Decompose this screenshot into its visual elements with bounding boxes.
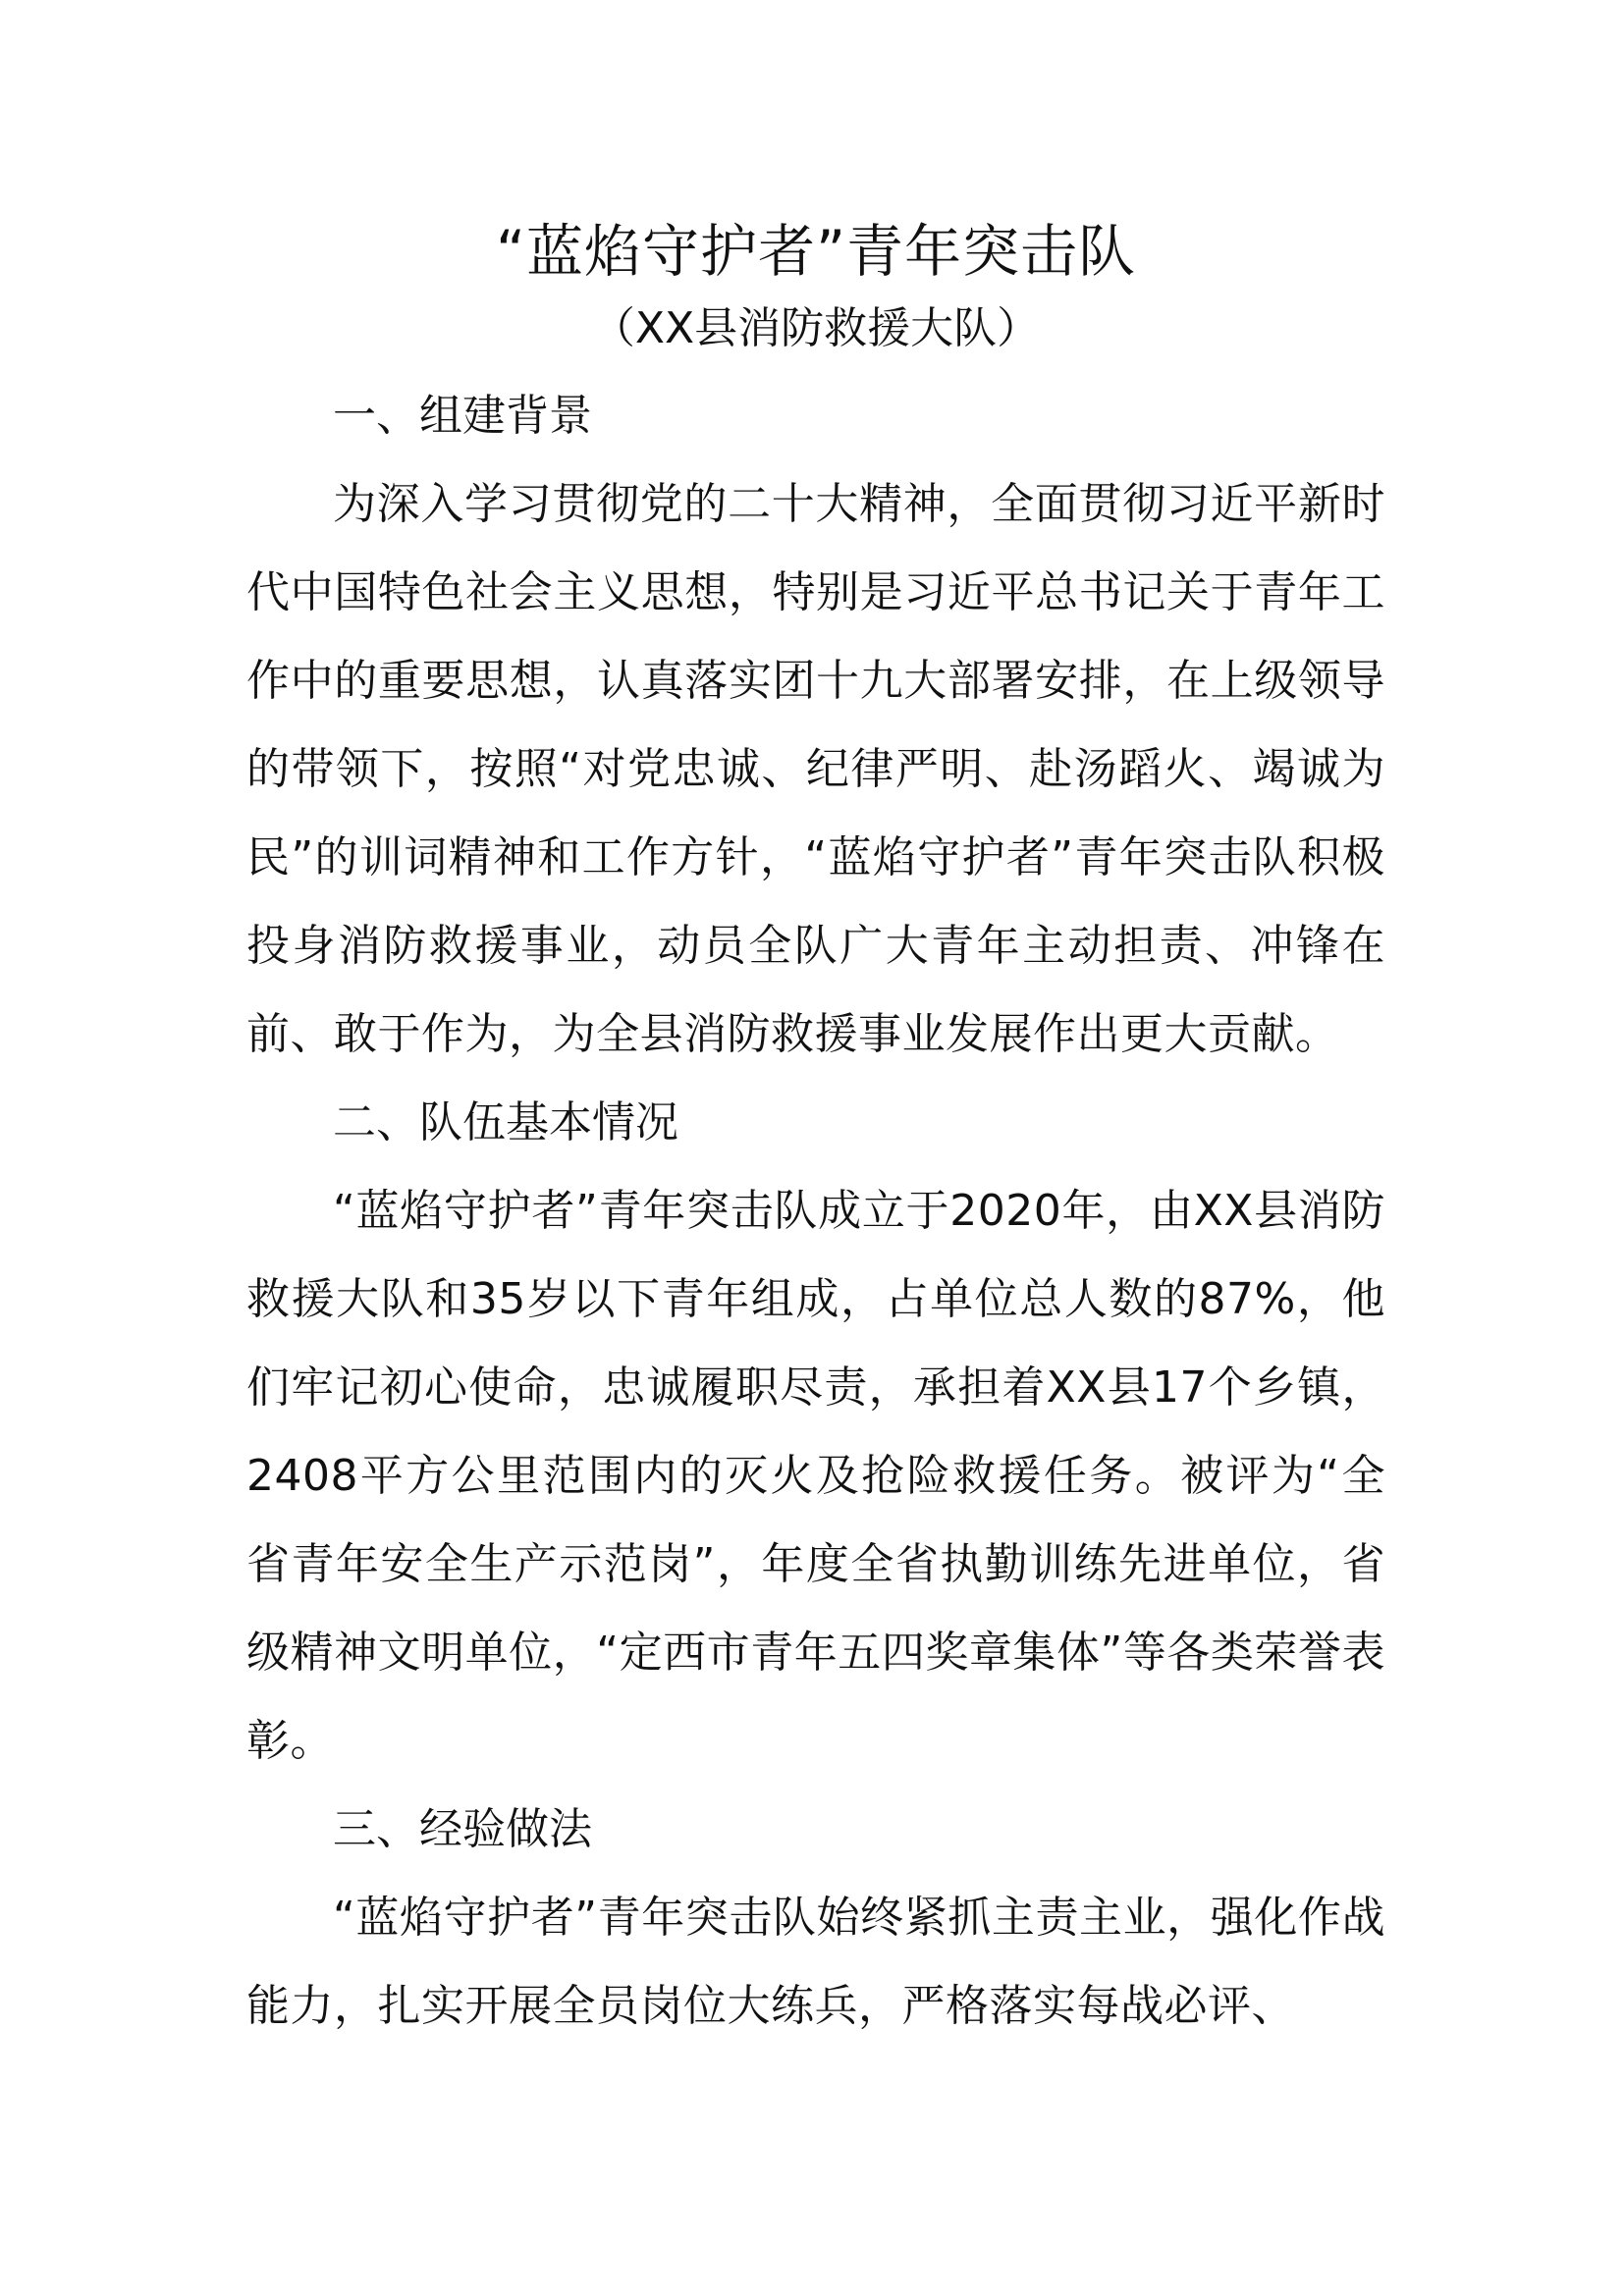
section-heading-team-overview: 二、队伍基本情况 <box>333 1097 678 1148</box>
document-body <box>246 211 1385 2051</box>
section-paragraph-team-overview: “蓝焰守护者”青年突击队成立于2020年，由XX县消防救援大队和35岁以下青年组成，占单位总人数的87%，他们牢记初心使命，忠诚履职尽责，承担着XX县17个乡镇，2408平方公里范围内的灭火及抢险救援任务。被评为“全省青年安全生产示范岗”，年度全省执勤训练先进单位，省级精神文明单位，“定西市青年五四奖章集体”等各类荣誉表彰。 <box>246 1186 1385 1766</box>
section-heading-practices: 三、经验做法 <box>333 1804 592 1854</box>
document-subtitle: （XX县消防救援大队） <box>591 303 1041 353</box>
document-title: “蓝焰守护者”青年突击队 <box>495 218 1137 285</box>
section-heading-background: 一、组建背景 <box>333 391 592 441</box>
section-paragraph-practices: “蓝焰守护者”青年突击队始终紧抓主责主业，强化作战能力，扎实开展全员岗位大练兵，严格落实每战必评、 <box>246 1893 1385 2031</box>
section-paragraph-background: 为深入学习贯彻党的二十大精神，全面贯彻习近平新时代中国特色社会主义思想，特别是习近平总书记关于青年工作中的重要思想，认真落实团十九大部署安排，在上级领导的带领下，按照“对党忠诚、纪律严明、赴汤蹈火、竭诚为民”的训词精神和工作方针，“蓝焰守护者”青年突击队积极投身消防救援事业，动员全队广大青年主动担责、冲锋在前、敢于作为，为全县消防救援事业发展作出更大贡献。 <box>246 479 1385 1059</box>
